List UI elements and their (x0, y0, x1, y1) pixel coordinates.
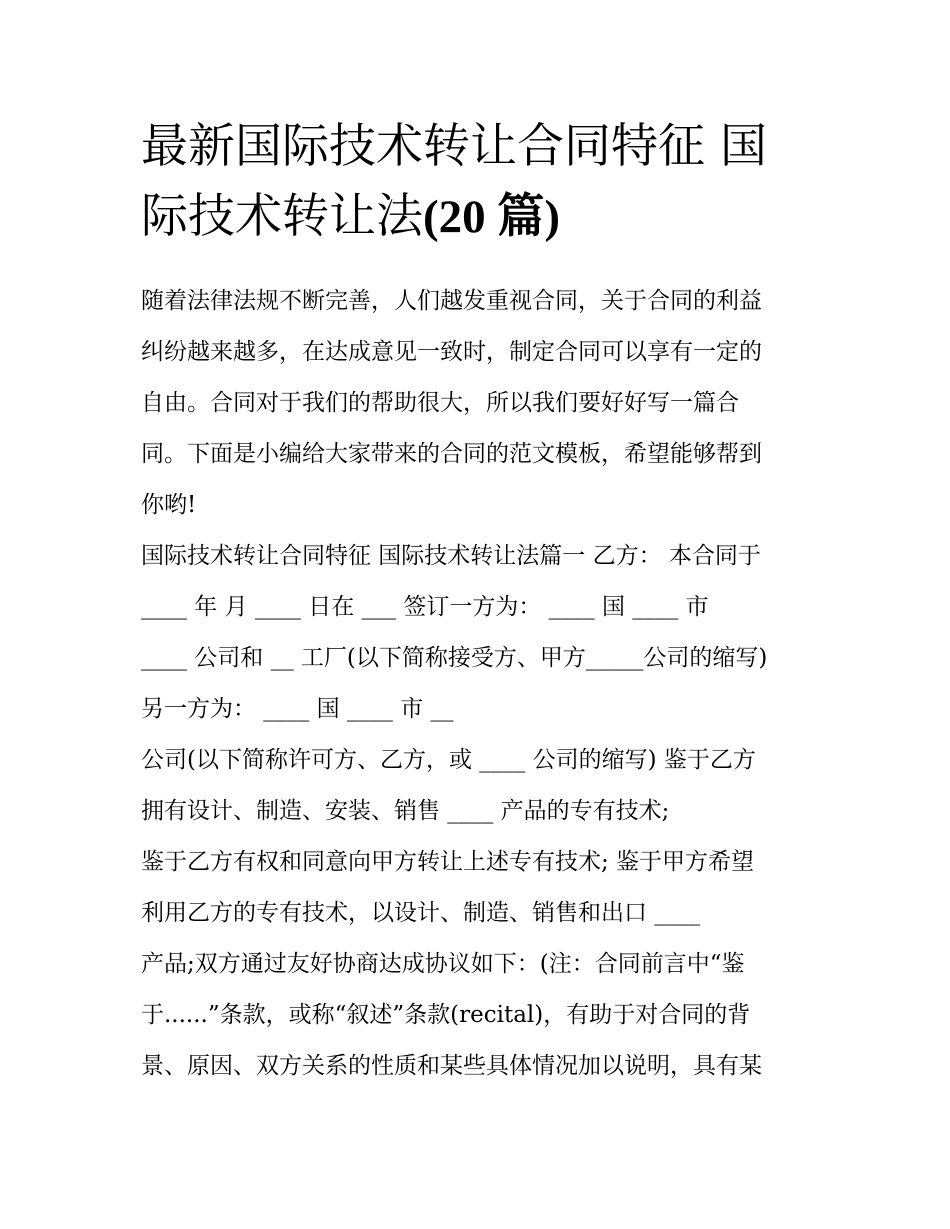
title-line-1: 最新国际技术转让合同特征 国 (141, 119, 767, 174)
text-line: 同。下面是小编给大家带来的合同的范文模板，希望能够帮到 (141, 441, 762, 467)
text-line: 景、原因、双方关系的性质和某些具体情况加以说明，具有某 (141, 1053, 762, 1079)
text-line: 随着法律法规不断完善，人们越发重视合同，关于合同的利益 (141, 288, 762, 314)
text-line: 产品;双方通过友好协商达成协议如下：(注：合同前言中“鉴 (141, 951, 745, 977)
paragraph-agreement (141, 939, 821, 1092)
text-line: 纠纷越来越多，在达成意见一致时，制定合同可以享有一定的 (141, 339, 762, 365)
paragraph-contract-parties (141, 531, 821, 735)
text-line: 你哟! (141, 492, 197, 518)
paragraph-licensor (141, 735, 821, 837)
document-body (141, 276, 821, 1092)
text-line: 公司(以下简称许可方、乙方，或 ____ 公司的缩写) 鉴于乙方 (141, 747, 756, 773)
paragraph-intro (141, 276, 821, 531)
title-line-2-suffix: (20 篇) (423, 191, 561, 243)
text-line: ____ 公司和 __ 工厂(以下简称接受方、甲方_____公司的缩写) (141, 645, 768, 671)
text-line: 拥有设计、制造、安装、销售 ____ 产品的专有技术; (141, 798, 670, 824)
text-line: 鉴于乙方有权和同意向甲方转让上述专有技术; 鉴于甲方希望 (141, 849, 755, 875)
title-line-2-prefix: 际技术转让法 (141, 189, 423, 244)
text-line: 国际技术转让合同特征 国际技术转让法篇一 乙方： 本合同于 (141, 543, 761, 569)
text-line: 另一方为： ____ 国 ____ 市 __ (141, 696, 454, 722)
text-line: 自由。合同对于我们的帮助很大，所以我们要好好写一篇合 (141, 390, 739, 416)
text-line: ____ 年 月 ____ 日在 ___ 签订一方为： ____ 国 ____ 市 (141, 594, 709, 620)
document-title (141, 112, 821, 252)
paragraph-whereas (141, 837, 821, 939)
text-line: 于......”条款，或称“叙述”条款(recital)，有助于对合同的背 (141, 1002, 751, 1028)
text-line: 利用乙方的专有技术，以设计、制造、销售和出口 ____ (141, 900, 701, 926)
